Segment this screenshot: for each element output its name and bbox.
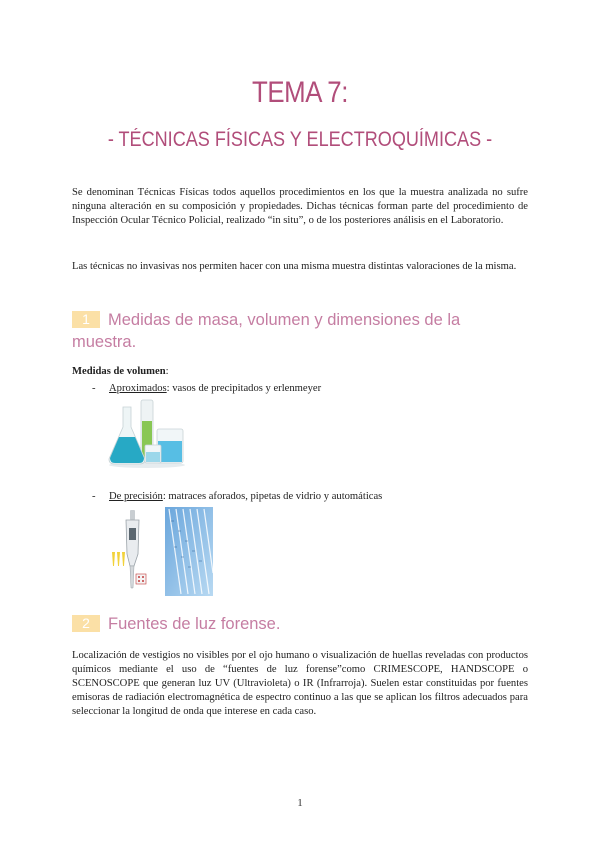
list-item-precision <box>92 491 382 502</box>
volume-label-text: Medidas de volumen <box>72 366 166 377</box>
section-2-heading <box>72 613 492 635</box>
section-1-title: Medidas de masa, volumen y dimensiones de la muestra. <box>72 311 461 351</box>
second-paragraph: Las técnicas no invasivas nos permiten hacer con una misma muestra distintas valoraciones de la misma. <box>72 261 517 272</box>
section-1-number: 1 <box>72 311 100 328</box>
list-term-precision: De precisión <box>109 491 163 502</box>
list-term-approximate: Aproximados <box>109 383 167 394</box>
list-text-precision: : matraces aforados, pipetas de vidrio y automáticas <box>162 491 383 502</box>
automatic-pipette-image <box>106 508 156 596</box>
volume-label-colon: : <box>165 366 169 377</box>
section-2-number: 2 <box>72 615 100 632</box>
glassware-image <box>107 397 189 469</box>
section-2-title: Fuentes de luz forense. <box>108 615 281 633</box>
page-number: 1 <box>297 797 303 809</box>
list-text-approximate: : vasos de precipitados y erlenmeyer <box>166 383 322 394</box>
section-2-paragraph: Localización de vestigios no visibles por el ojo humano o visualización de huellas reveladas con productos químicos mediante el uso de “fuentes de luz forense”como CRIMESCOPE, HANDSCOPE o SCENOSCOPE que generan luz UV (Ultravioleta) o IR (Infrarroja). Suelen estar constituidas por fuentes emisoras de radiación electromagnética de espectro continuo a las que se aplican los filtros adecuados para seleccionar la longitud de onda que interese en cada caso. <box>72 650 528 717</box>
list-item-approximate <box>92 383 321 394</box>
intro-paragraph: Se denominan Técnicas Físicas todos aquellos procedimientos en los que la muestra analizada no sufre ninguna alteración en su composición y propiedades. Dichas técnicas forman parte del procedimiento de Inspección Ocular Técnico Policial, realizado “in situ”, o de los posteriores análisis en el Laboratorio. <box>72 187 528 226</box>
page-title: TEMA 7: <box>252 76 348 109</box>
page-subtitle: - TÉCNICAS FÍSICAS Y ELECTROQUÍMICAS - <box>107 128 493 151</box>
volume-label <box>72 366 169 377</box>
section-1-heading <box>72 309 492 353</box>
glass-pipettes-image <box>165 507 213 596</box>
list-bullet: - <box>92 383 96 394</box>
list-bullet: - <box>92 491 96 502</box>
